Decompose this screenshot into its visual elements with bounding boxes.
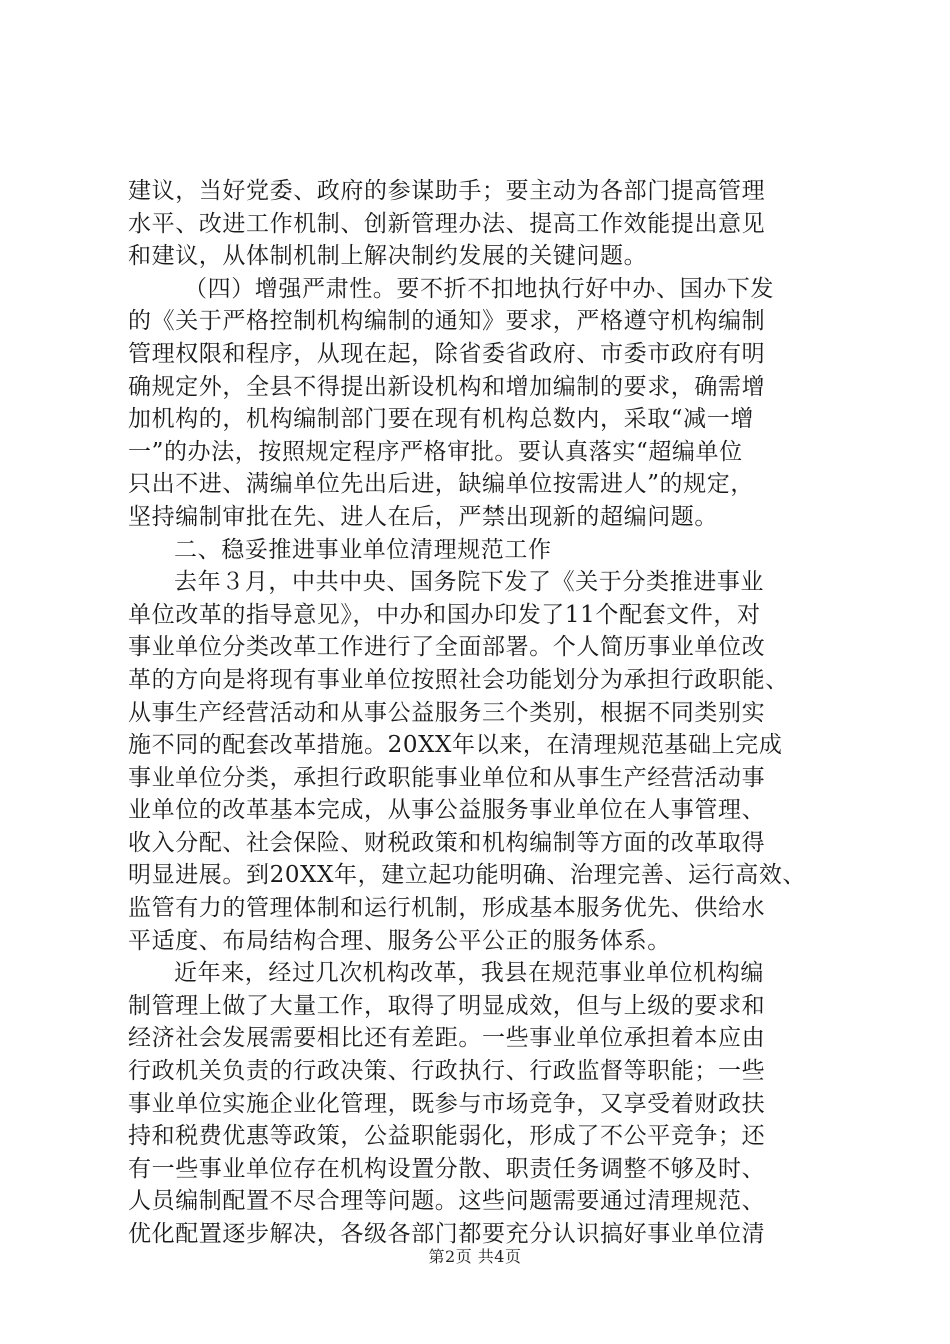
- text-line: 的《关于严格控制机构编制的通知》要求，严格遵守机构编制: [128, 308, 766, 335]
- text-line: 水平、改进工作机制、创新管理办法、提高工作效能提出意见: [128, 210, 766, 237]
- text-line: 加机构的，机构编制部门要在现有机构总数内，采取“减一增: [128, 406, 754, 433]
- text-line: 近年来，经过几次机构改革，我县在规范事业单位机构编: [174, 960, 764, 987]
- text-line: 持和税费优惠等政策，公益职能弱化，形成了不公平竞争；还: [128, 1123, 766, 1150]
- text-line: 明显进展。到20XX年，建立起功能明确、治理完善、运行高效、: [128, 862, 807, 889]
- text-line: 一”的办法，按照规定程序严格审批。要认真落实“超编单位: [128, 438, 743, 465]
- text-line: 事业单位实施企业化管理，既参与市场竞争，又享受着财政扶: [128, 1090, 766, 1117]
- text-line: 优化配置逐步解决，各级各部门都要充分认识搞好事业单位清: [128, 1221, 766, 1247]
- text-line: 建议，当好党委、政府的参谋助手；要主动为各部门提高管理: [128, 178, 766, 204]
- text-line: 行政机关负责的行政决策、行政执行、行政监督等职能；一些: [128, 1058, 766, 1085]
- page-footer: 第2页 共4页: [428, 1247, 522, 1266]
- text-line: 革的方向是将现有事业单位按照社会功能划分为承担行政职能、: [128, 666, 789, 693]
- text-line: 管理权限和程序，从现在起，除省委省政府、市委市政府有明: [128, 340, 766, 367]
- text-line: 平适度、布局结构合理、服务公平公正的服务体系。: [128, 927, 671, 954]
- text-line: 单位改革的指导意见》，中办和国办印发了11个配套文件，对: [128, 601, 761, 628]
- text-line: 业单位的改革基本完成，从事公益服务事业单位在人事管理、: [128, 797, 766, 824]
- text-line: 和建议，从体制机制上解决制约发展的关键问题。: [128, 243, 648, 270]
- text-line: 有一些事业单位存在机构设置分散、职责任务调整不够及时、: [128, 1155, 766, 1182]
- text-line: 坚持编制审批在先、进人在后，严禁出现新的超编问题。: [128, 503, 718, 530]
- text-line: 制管理上做了大量工作，取得了明显成效，但与上级的要求和: [128, 992, 766, 1019]
- text-line: 只出不进、满编单位先出后进，缺编单位按需进人”的规定，: [128, 471, 754, 498]
- text-line: 从事生产经营活动和从事公益服务三个类别，根据不同类别实: [128, 699, 766, 726]
- text-line: 经济社会发展需要相比还有差距。一些事业单位承担着本应由: [128, 1025, 766, 1052]
- text-line: 确规定外，全县不得提出新设机构和增加编制的要求，确需增: [128, 373, 766, 400]
- text-line: 人员编制配置不尽合理等问题。这些问题需要通过清理规范、: [128, 1188, 766, 1215]
- text-line: 二、稳妥推进事业单位清理规范工作: [174, 536, 552, 563]
- text-line: 收入分配、社会保险、财税政策和机构编制等方面的改革取得: [128, 829, 766, 856]
- text-line: 事业单位分类，承担行政职能事业单位和从事生产经营活动事: [128, 764, 766, 791]
- text-line: 监管有力的管理体制和运行机制，形成基本服务优先、供给水: [128, 895, 766, 922]
- text-line: 施不同的配套改革措施。20XX年以来，在清理规范基础上完成: [128, 732, 783, 759]
- text-line: 去年３月，中共中央、国务院下发了《关于分类推进事业: [174, 569, 764, 596]
- text-line: 事业单位分类改革工作进行了全面部署。个人简历事业单位改: [128, 634, 766, 661]
- document-body: [128, 175, 828, 1251]
- text-line: （四）增强严肃性。要不折不扣地执行好中办、国办下发: [184, 275, 774, 302]
